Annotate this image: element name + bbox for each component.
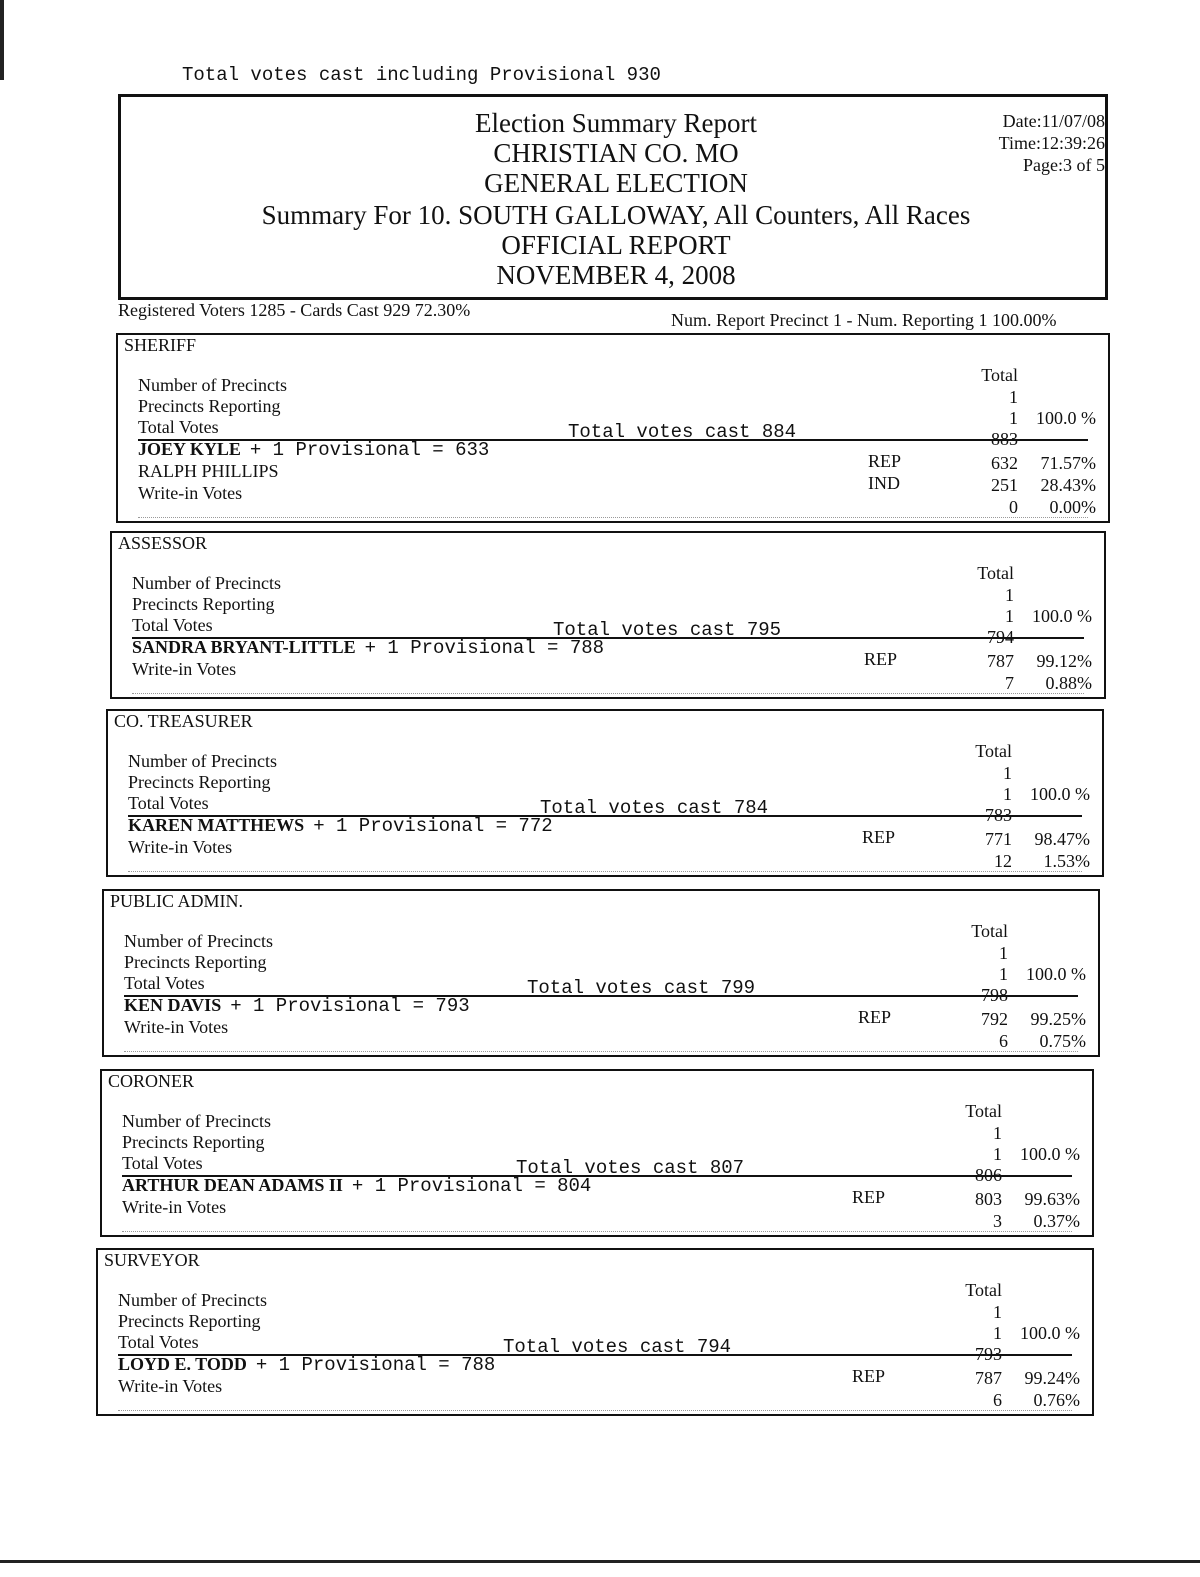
candidate-party: REP	[858, 1007, 892, 1027]
candidate-name: SANDRA BRYANT-LITTLE	[132, 637, 356, 657]
total-votes-value: 793	[975, 1344, 1002, 1364]
total-header: Total	[965, 1280, 1002, 1300]
votes-cast-note: Total votes cast 884	[568, 421, 797, 443]
handwritten-note: Total votes cast including Provisional 930	[182, 64, 661, 86]
report-date: Date:11/07/08	[1002, 111, 1105, 131]
num-precincts-label: Number of Precincts	[138, 375, 287, 395]
total-votes-label: Total Votes	[124, 973, 205, 993]
candidate-party: REP	[852, 1366, 886, 1386]
report-title: Election Summary Report	[475, 108, 757, 138]
precincts-reporting-pct: 100.0 %	[1032, 606, 1092, 626]
precincts-reporting-value: 1	[1003, 784, 1012, 804]
num-precincts-value: 1	[993, 1302, 1002, 1322]
candidate-row	[122, 1175, 591, 1197]
candidate-row	[128, 815, 553, 837]
race-title: CORONER	[108, 1071, 195, 1091]
num-precincts-label: Number of Precincts	[122, 1111, 271, 1131]
total-header: Total	[981, 365, 1018, 385]
votes-cast-note: Total votes cast 795	[553, 619, 782, 641]
precincts-reporting-value: 1	[1005, 606, 1014, 626]
race-box	[102, 889, 1100, 1057]
total-votes-label: Total Votes	[128, 793, 209, 813]
candidate-pct: 98.47%	[1034, 829, 1090, 849]
write-in-label: Write-in Votes	[124, 1017, 229, 1037]
num-precincts-label: Number of Precincts	[118, 1290, 267, 1310]
candidate-row	[124, 995, 470, 1017]
candidate-party: REP	[862, 827, 896, 847]
candidate-name: LOYD E. TODD	[118, 1354, 247, 1374]
race-box	[96, 1248, 1094, 1416]
precincts-reporting-value: 1	[999, 964, 1008, 984]
precincts-reporting-value: 1	[1009, 408, 1018, 428]
write-in-pct: 0.37%	[1033, 1211, 1080, 1231]
registered-voters-stats: Registered Voters 1285 - Cards Cast 929 72.30%	[118, 300, 471, 320]
write-in-votes: 12	[994, 851, 1012, 871]
race-box	[116, 333, 1110, 523]
race-title: SHERIFF	[124, 335, 197, 355]
report-time: Time:12:39:26	[998, 133, 1105, 153]
report-header	[118, 94, 1108, 300]
race-title: PUBLIC ADMIN.	[110, 891, 244, 911]
total-votes-label: Total Votes	[132, 615, 213, 635]
precincts-reporting-label: Precincts Reporting	[122, 1132, 265, 1152]
num-precincts-value: 1	[993, 1123, 1002, 1143]
candidate-votes: 787	[975, 1368, 1002, 1388]
page-bottom-rule	[0, 1560, 1200, 1563]
page-number: Page:3 of 5	[1023, 155, 1105, 175]
race-title: SURVEYOR	[104, 1250, 200, 1270]
race-box	[106, 709, 1104, 877]
num-precincts-label: Number of Precincts	[124, 931, 273, 951]
num-precincts-value: 1	[999, 943, 1008, 963]
scan-noise-line	[118, 1410, 1072, 1411]
scan-noise-line	[132, 693, 1084, 694]
candidate-party: REP	[868, 451, 902, 471]
county-name: CHRISTIAN CO. MO	[493, 138, 739, 168]
precincts-reporting-pct: 100.0 %	[1020, 1323, 1080, 1343]
total-votes-value: 883	[991, 429, 1018, 449]
total-header: Total	[975, 741, 1012, 761]
provisional-note: + 1 Provisional = 633	[249, 439, 490, 461]
candidate-votes: 771	[985, 829, 1012, 849]
race-title: ASSESSOR	[118, 533, 208, 553]
total-votes-value: 783	[985, 805, 1012, 825]
candidate-name: JOEY KYLE	[138, 439, 241, 459]
total-votes-value: 798	[981, 985, 1008, 1005]
candidate-votes: 632	[991, 453, 1018, 473]
candidate-name: KAREN MATTHEWS	[128, 815, 305, 835]
race-box	[100, 1069, 1094, 1237]
precincts-reporting-value: 1	[993, 1323, 1002, 1343]
scan-noise-line	[124, 1051, 1078, 1052]
write-in-pct: 0.75%	[1039, 1031, 1086, 1051]
total-votes-value: 794	[987, 627, 1014, 647]
candidate-name: RALPH PHILLIPS	[138, 461, 279, 481]
election-name: GENERAL ELECTION	[484, 168, 748, 198]
total-votes-label: Total Votes	[138, 417, 219, 437]
candidate-votes: 787	[987, 651, 1014, 671]
votes-cast-note: Total votes cast 799	[527, 977, 756, 999]
precincts-reporting-value: 1	[993, 1144, 1002, 1164]
race-box	[110, 531, 1106, 699]
write-in-votes: 3	[993, 1211, 1002, 1231]
candidate-name: ARTHUR DEAN ADAMS II	[122, 1175, 343, 1195]
precincts-reporting-label: Precincts Reporting	[128, 772, 271, 792]
candidate-row	[132, 637, 604, 659]
write-in-label: Write-in Votes	[128, 837, 233, 857]
precincts-reporting-pct: 100.0 %	[1036, 408, 1096, 428]
provisional-note: + 1 Provisional = 793	[230, 995, 470, 1017]
precincts-reporting-pct: 100.0 %	[1026, 964, 1086, 984]
scan-noise-line	[128, 871, 1082, 872]
votes-cast-note: Total votes cast 784	[540, 797, 769, 819]
candidate-votes: 792	[981, 1009, 1008, 1029]
scan-edge-mark	[0, 0, 4, 80]
write-in-votes: 0	[1009, 497, 1018, 517]
summary-line: Summary For 10. SOUTH GALLOWAY, All Counters, All Races	[261, 200, 971, 230]
total-header: Total	[965, 1101, 1002, 1121]
scan-noise-line	[122, 1231, 1072, 1232]
candidate-pct: 28.43%	[1040, 475, 1096, 495]
write-in-label: Write-in Votes	[132, 659, 237, 679]
provisional-note: + 1 Provisional = 788	[255, 1354, 496, 1376]
precincts-reporting-label: Precincts Reporting	[132, 594, 275, 614]
precincts-reporting-pct: 100.0 %	[1020, 1144, 1080, 1164]
write-in-label: Write-in Votes	[122, 1197, 227, 1217]
candidate-pct: 99.24%	[1024, 1368, 1080, 1388]
candidate-party: IND	[868, 473, 900, 493]
official-label: OFFICIAL REPORT	[501, 230, 731, 260]
write-in-label: Write-in Votes	[118, 1376, 223, 1396]
num-precincts-value: 1	[1009, 387, 1018, 407]
total-votes-label: Total Votes	[122, 1153, 203, 1173]
total-header: Total	[971, 921, 1008, 941]
precincts-reporting-label: Precincts Reporting	[124, 952, 267, 972]
election-date: NOVEMBER 4, 2008	[496, 260, 736, 290]
candidate-votes: 803	[975, 1189, 1002, 1209]
num-precincts-label: Number of Precincts	[132, 573, 281, 593]
provisional-note: + 1 Provisional = 788	[364, 637, 605, 659]
candidate-party: REP	[852, 1187, 886, 1207]
precincts-reporting-label: Precincts Reporting	[138, 396, 281, 416]
total-votes-label: Total Votes	[118, 1332, 199, 1352]
write-in-pct: 0.76%	[1033, 1390, 1080, 1410]
precincts-reporting-pct: 100.0 %	[1030, 784, 1090, 804]
num-precincts-value: 1	[1005, 585, 1014, 605]
write-in-votes: 6	[999, 1031, 1008, 1051]
candidate-pct: 99.12%	[1036, 651, 1092, 671]
write-in-pct: 0.00%	[1049, 497, 1096, 517]
candidate-row	[138, 439, 489, 461]
scan-noise-line	[138, 517, 1088, 518]
votes-cast-note: Total votes cast 794	[503, 1336, 732, 1358]
total-votes-value: 806	[975, 1165, 1002, 1185]
candidate-row	[138, 461, 279, 482]
num-precincts-label: Number of Precincts	[128, 751, 277, 771]
candidate-pct: 99.25%	[1030, 1009, 1086, 1029]
candidate-votes: 251	[991, 475, 1018, 495]
candidate-pct: 99.63%	[1024, 1189, 1080, 1209]
precinct-reporting-stats: Num. Report Precinct 1 - Num. Reporting 1 100.00%	[671, 310, 1057, 330]
candidate-row	[118, 1354, 495, 1376]
num-precincts-value: 1	[1003, 763, 1012, 783]
write-in-votes: 6	[993, 1390, 1002, 1410]
race-title: CO. TREASURER	[114, 711, 253, 731]
votes-cast-note: Total votes cast 807	[516, 1157, 745, 1179]
candidate-pct: 71.57%	[1040, 453, 1096, 473]
provisional-note: + 1 Provisional = 772	[313, 815, 553, 837]
total-header: Total	[977, 563, 1014, 583]
candidate-name: KEN DAVIS	[124, 995, 222, 1015]
write-in-pct: 0.88%	[1045, 673, 1092, 693]
precincts-reporting-label: Precincts Reporting	[118, 1311, 261, 1331]
write-in-pct: 1.53%	[1043, 851, 1090, 871]
candidate-party: REP	[864, 649, 898, 669]
write-in-label: Write-in Votes	[138, 483, 243, 503]
provisional-note: + 1 Provisional = 804	[351, 1175, 592, 1197]
write-in-votes: 7	[1005, 673, 1014, 693]
